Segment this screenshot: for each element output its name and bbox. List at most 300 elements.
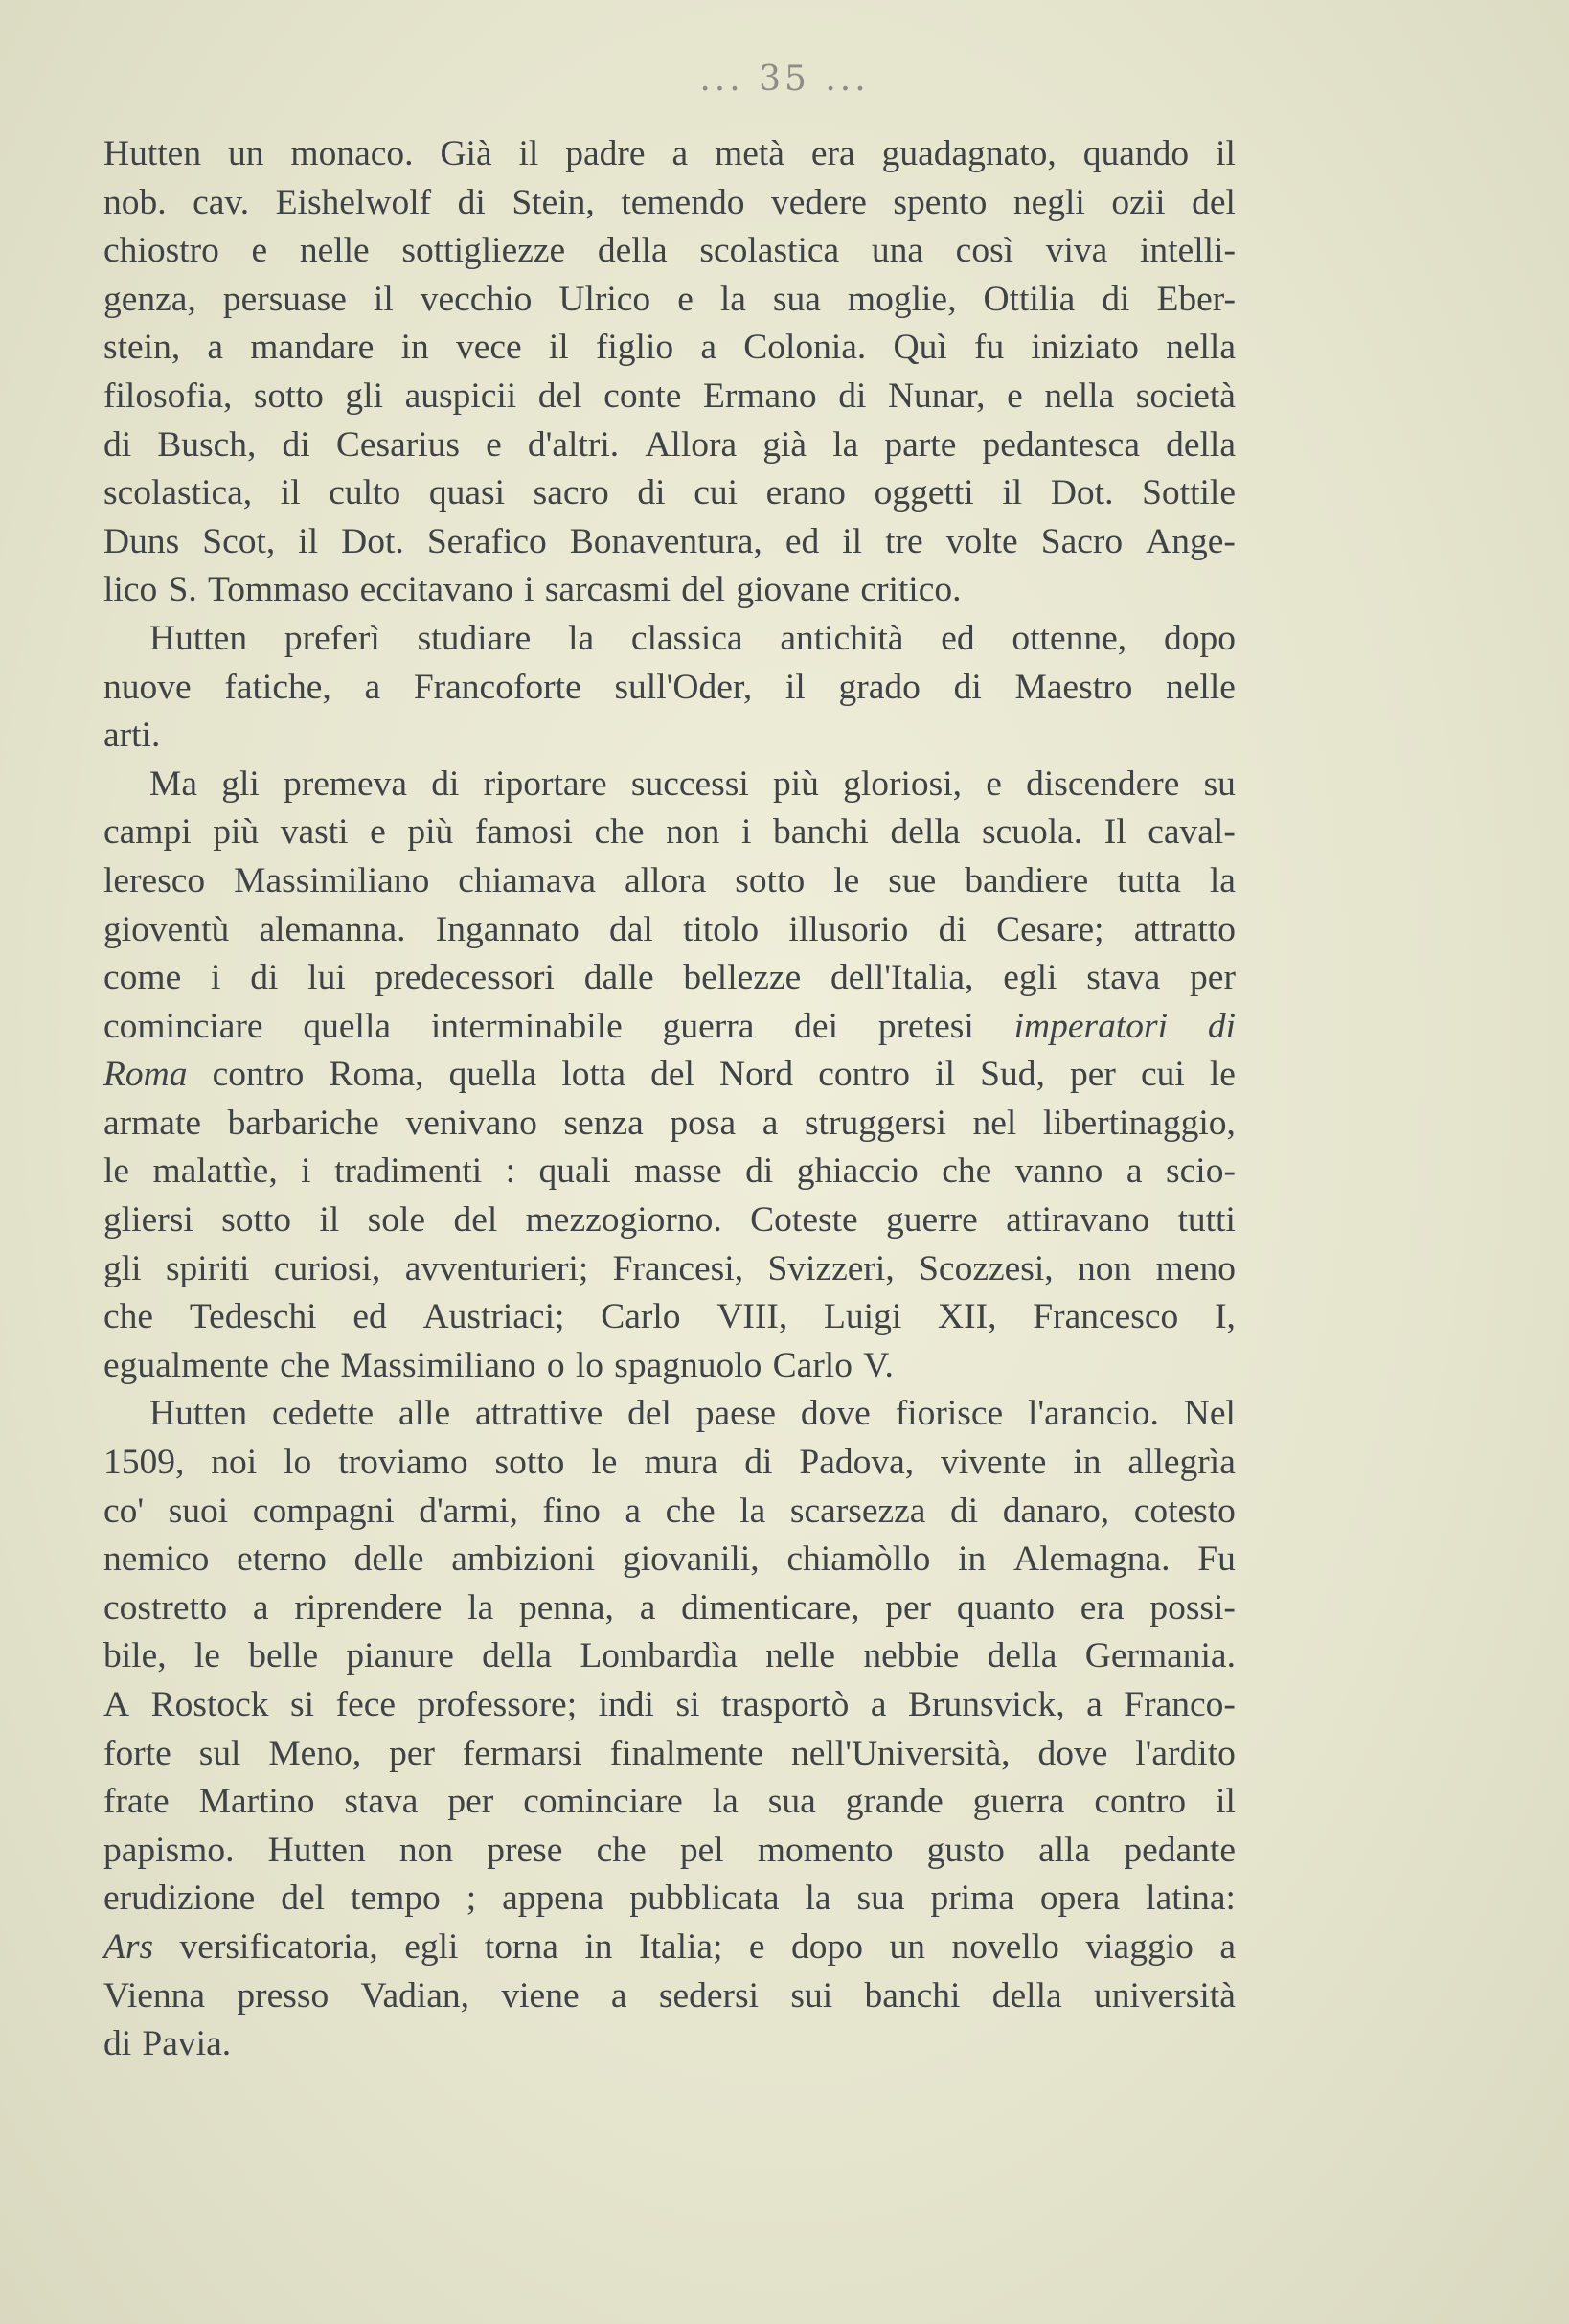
word: grande (845, 1782, 944, 1822)
word: sarcasmi (544, 570, 671, 610)
word: cominciare (523, 1782, 683, 1822)
word: conte (603, 376, 682, 416)
word: viva (1045, 231, 1108, 271)
word: e (677, 279, 694, 319)
word: si (290, 1685, 315, 1724)
word: auspicii (404, 376, 517, 416)
text-line (103, 1148, 1236, 1196)
word: chiamòllo (786, 1539, 931, 1580)
word: le (591, 1443, 618, 1483)
word: intelli- (1140, 231, 1236, 271)
word: scio- (1166, 1151, 1236, 1192)
word: Roma (103, 1055, 188, 1095)
word: lui (307, 958, 346, 998)
text-line (103, 469, 1236, 518)
word: gloriosi, (843, 763, 963, 804)
word: illusorio (788, 909, 909, 949)
word: spagnuolo (614, 1345, 762, 1385)
word: non (398, 1830, 454, 1870)
word: riportare (483, 763, 607, 804)
word: Duns (103, 521, 180, 561)
word: a (364, 667, 381, 707)
word: nella (1044, 376, 1115, 416)
word: possi- (1149, 1587, 1236, 1628)
word: sottigliezze (401, 231, 566, 271)
word: fiorisce (895, 1394, 1004, 1434)
word: erano (765, 473, 846, 513)
text-line (103, 906, 1236, 955)
word: sue (888, 860, 937, 900)
word: Vadian, (360, 1975, 470, 2016)
paragraph (103, 130, 1236, 615)
word: il (842, 521, 863, 561)
word: della (987, 1636, 1057, 1676)
text-line (103, 566, 1236, 615)
word: attrattive (474, 1394, 603, 1434)
word: e (748, 1926, 765, 1967)
word: del (281, 1879, 326, 1919)
word: Francesco (1033, 1297, 1179, 1337)
text-line (103, 1488, 1236, 1537)
text-line (103, 1681, 1236, 1730)
word: gli (103, 1248, 142, 1288)
word: pedantesca (982, 424, 1140, 465)
word: sotto (253, 376, 324, 416)
word: o (546, 1345, 565, 1385)
word: Lombardìa (580, 1636, 738, 1676)
word: dove (800, 1394, 871, 1434)
word: quella (303, 1006, 392, 1046)
word: dei (794, 1006, 838, 1046)
word: forte (103, 1733, 171, 1773)
word: cui (694, 473, 739, 513)
word: parte (884, 424, 957, 465)
word: di (282, 424, 310, 465)
word: eterno (237, 1539, 327, 1580)
word: Busch, (157, 424, 257, 465)
word: sedersi (658, 1975, 760, 2016)
word: dimenticare, (681, 1587, 860, 1628)
word: chiostro (103, 231, 219, 271)
word: oggetti (874, 473, 974, 513)
word: masse (634, 1151, 722, 1192)
word: Francesi, (612, 1248, 744, 1288)
word: studiare (417, 618, 532, 658)
word: il (1216, 1782, 1236, 1822)
word: prima (930, 1879, 1014, 1919)
word: società (1135, 376, 1236, 416)
word: del (681, 570, 726, 610)
word: sull'Oder, (614, 667, 753, 707)
word: Ars (103, 1926, 154, 1967)
word: torna (484, 1926, 558, 1967)
word: guadagnato, (881, 134, 1057, 173)
word: banchi (864, 1975, 961, 2016)
word: in (958, 1539, 987, 1580)
word: sua (767, 1782, 816, 1822)
word: sui (790, 1975, 833, 2016)
text-line (103, 2020, 1236, 2069)
word: I, (1215, 1297, 1236, 1337)
word: Martino (198, 1782, 315, 1822)
word: tutti (1177, 1200, 1236, 1241)
word: premeva (283, 763, 408, 804)
word: alemanna. (259, 909, 406, 949)
word: la (832, 424, 859, 465)
word: volte (945, 521, 1018, 561)
word: Ermano (702, 376, 817, 416)
word: a (671, 134, 689, 173)
word: il (935, 1055, 955, 1095)
word: del (1192, 182, 1236, 222)
word: Scot, (202, 521, 276, 561)
word: Quì (893, 328, 947, 368)
word: la (805, 1879, 831, 1919)
word: Ottilia (983, 279, 1076, 319)
word: scolastica (699, 231, 840, 271)
text-line (103, 1827, 1236, 1876)
word: giovanili, (622, 1539, 760, 1580)
word: a (639, 1587, 656, 1628)
text-line (103, 130, 1236, 179)
word: nelle (1166, 667, 1236, 707)
word: alla (1038, 1830, 1091, 1870)
word: nuove (103, 667, 192, 707)
word: sotto (221, 1200, 292, 1241)
word: nelle (765, 1636, 836, 1676)
word: bandiere (965, 860, 1089, 900)
word: sotto (735, 860, 806, 900)
word: curiosi, (273, 1248, 381, 1288)
text-line (103, 1972, 1236, 2021)
word: che (596, 1830, 647, 1870)
word: su (1203, 763, 1236, 804)
text-line (103, 761, 1236, 809)
word: il (280, 473, 301, 513)
word: chiamava (458, 860, 596, 900)
paragraph (103, 1390, 1236, 2068)
word: posa (670, 1103, 737, 1143)
word: nel (972, 1103, 1017, 1143)
word: Già (440, 134, 492, 173)
text-line (103, 227, 1236, 276)
word: malattìe, (152, 1151, 278, 1192)
word: Coteste (750, 1200, 858, 1241)
word: università (1093, 1975, 1236, 2016)
word: discendere (1026, 763, 1180, 804)
word: nemico (103, 1539, 210, 1580)
body-text (103, 130, 1236, 2069)
word: di (1102, 279, 1130, 319)
word: meno (1155, 1248, 1236, 1288)
word: padre (565, 134, 646, 173)
word: paese (695, 1394, 777, 1434)
word: egualmente (103, 1345, 269, 1385)
word: gli (221, 763, 260, 804)
word: leresco (103, 860, 206, 900)
word: venivano (405, 1103, 537, 1143)
word: pubblicata (629, 1879, 780, 1919)
word: moglie, (847, 279, 957, 319)
word: i (740, 812, 752, 853)
word: della (482, 1636, 553, 1676)
word: a (610, 1975, 627, 2016)
word: di (949, 1491, 979, 1531)
word: Vienna (103, 1975, 206, 2016)
word: ed (352, 1297, 387, 1337)
word: più (772, 763, 819, 804)
word: vecchio (420, 279, 533, 319)
paragraph (103, 761, 1236, 1391)
word: Alemagna. (1013, 1539, 1171, 1580)
text-line (103, 1924, 1236, 1972)
word: per (1190, 958, 1236, 998)
word: Luigi (824, 1297, 902, 1337)
word: nob. (103, 182, 167, 222)
word: a (207, 328, 224, 368)
word: la (467, 1587, 494, 1628)
word: A (103, 1685, 130, 1724)
word: era (1080, 1587, 1125, 1628)
word: Allora (645, 424, 738, 465)
word: Stein, (512, 182, 595, 222)
word: dal (608, 909, 653, 949)
word: giovane (736, 570, 851, 610)
word: pel (679, 1830, 724, 1870)
word: successi (630, 763, 749, 804)
word: contro (818, 1055, 911, 1095)
word: della (991, 1975, 1062, 2016)
word: ghiaccio (796, 1151, 919, 1192)
text-line (103, 1342, 1236, 1391)
word: bellezze (683, 958, 802, 998)
word: Sacro (1040, 521, 1124, 561)
word: spiriti (165, 1248, 250, 1288)
text-line (103, 857, 1236, 906)
word: belle (248, 1636, 319, 1676)
word: Rostock (150, 1685, 269, 1724)
word: : (505, 1151, 516, 1192)
word: del (627, 1394, 671, 1434)
word: guerra (972, 1782, 1065, 1822)
word: egli (404, 1926, 459, 1967)
word: di (431, 763, 460, 804)
word: nebbie (863, 1636, 960, 1676)
text-line (103, 1875, 1236, 1924)
word: per (389, 1733, 435, 1773)
word: bile, (103, 1636, 167, 1676)
word: Eber- (1156, 279, 1236, 319)
word: vanno (1014, 1151, 1103, 1192)
word: a (870, 1685, 887, 1724)
word: del (453, 1200, 498, 1241)
word: campi (103, 812, 192, 853)
word: suoi (168, 1491, 229, 1531)
word: sacro (533, 473, 609, 513)
word: mura (644, 1443, 718, 1483)
word: S. (168, 570, 197, 610)
word: fino (542, 1491, 601, 1531)
word: co' (103, 1491, 145, 1531)
word: ozii (1111, 182, 1166, 222)
word: pedante (1124, 1830, 1236, 1870)
word: il (548, 328, 569, 368)
word: e (486, 424, 502, 465)
word: l'arancio. (1028, 1394, 1159, 1434)
word: grado (838, 667, 921, 707)
word: Tedeschi (189, 1297, 317, 1337)
word: cui (1140, 1055, 1185, 1095)
word: guerra (662, 1006, 755, 1046)
word: libertinaggio, (1042, 1103, 1236, 1143)
word: attiravano (1006, 1200, 1150, 1241)
word: di (250, 958, 279, 998)
word: in (400, 328, 429, 368)
word: gusto (926, 1830, 1005, 1870)
text-line (103, 954, 1236, 1003)
word: del (537, 376, 582, 416)
word: di (103, 424, 132, 465)
word: erudizione (103, 1879, 256, 1919)
word: Nord (719, 1055, 794, 1095)
word: per (1069, 1055, 1116, 1095)
text-line (103, 1439, 1236, 1488)
word: Sottile (1142, 473, 1236, 513)
word: latina: (1146, 1879, 1236, 1919)
word: interminabile (430, 1006, 623, 1046)
word: nell'Università, (790, 1733, 1011, 1773)
word: Bonaventura, (569, 521, 762, 561)
word: la (739, 1491, 766, 1531)
text-line (103, 664, 1236, 713)
word: finalmente (609, 1733, 764, 1773)
word: Dot. (341, 521, 404, 561)
text-line (103, 1584, 1236, 1633)
word: Nel (1183, 1394, 1236, 1434)
word: momento (757, 1830, 894, 1870)
word: del (650, 1055, 694, 1095)
text-line (103, 179, 1236, 228)
text-line (103, 1051, 1236, 1100)
word: eccitavano (359, 570, 513, 610)
word: scuola. (981, 812, 1083, 853)
word: classica (630, 618, 743, 658)
word: Hutten (149, 1394, 248, 1434)
word: ed (941, 618, 975, 658)
text-line (103, 1196, 1236, 1245)
word: fu (973, 328, 1005, 368)
word: l'ardito (1135, 1733, 1236, 1773)
word: Nunar, (887, 376, 986, 416)
page-number: ... 35 ... (699, 59, 870, 99)
word: tre (885, 521, 923, 561)
word: la (712, 1782, 739, 1822)
word: nelle (299, 231, 370, 271)
word: in (1073, 1443, 1102, 1483)
word: VIII, (716, 1297, 788, 1337)
word: Dot. (1050, 473, 1114, 513)
word: tempo (351, 1879, 441, 1919)
word: egli (1003, 958, 1057, 998)
word: indi (598, 1685, 654, 1724)
word: Carlo (601, 1297, 681, 1337)
word: la (719, 279, 746, 319)
word: gioventù (103, 909, 230, 949)
word: armate (103, 1103, 202, 1143)
word: lico (103, 570, 158, 610)
word: prese (487, 1830, 563, 1870)
word: Scozzesi, (919, 1248, 1054, 1288)
word: monaco. (290, 134, 414, 173)
word: e (986, 763, 1002, 804)
word: Italia; (639, 1926, 723, 1967)
word: di (103, 2024, 132, 2064)
word: di (637, 473, 666, 513)
word: Ma (149, 763, 197, 804)
word: vece (455, 328, 522, 368)
word: cav. (193, 182, 250, 222)
text-line (103, 324, 1236, 373)
word: stava (1086, 958, 1161, 998)
text-line (103, 615, 1236, 664)
word: lo (284, 1443, 312, 1483)
word: per (447, 1782, 494, 1822)
word: Brunsvick, (908, 1685, 1065, 1724)
word: il (1216, 134, 1236, 173)
word: Cesarius (335, 424, 460, 465)
word: Hutten (267, 1830, 366, 1870)
word: Pavia. (142, 2024, 232, 2064)
word: Eishelwolf (275, 182, 432, 222)
word: genza, (103, 279, 196, 319)
word: a (1219, 1926, 1236, 1967)
word: della (890, 812, 961, 853)
text-line (103, 276, 1236, 325)
word: quella (448, 1055, 537, 1095)
word: viaggio (1085, 1926, 1194, 1967)
word: Maestro (1014, 667, 1133, 707)
word: professore; (417, 1685, 578, 1724)
word: che (280, 1345, 330, 1385)
paragraph (103, 615, 1236, 761)
word: barbariche (227, 1103, 379, 1143)
word: iniziato (1031, 328, 1139, 368)
word: Massimiliano (340, 1345, 536, 1385)
text-line (103, 373, 1236, 422)
word: le (193, 1636, 220, 1676)
word: pianure (346, 1636, 454, 1676)
word: attratto (1133, 909, 1236, 949)
word: cominciare (103, 1006, 263, 1046)
word: culto (329, 473, 401, 513)
word: a (700, 328, 716, 368)
word: era (810, 134, 855, 173)
word: figlio (595, 328, 674, 368)
word: guerre (886, 1200, 978, 1241)
word: compagni (252, 1491, 395, 1531)
word: vedere (770, 182, 867, 222)
word: i (301, 1151, 311, 1192)
word: lotta (561, 1055, 625, 1095)
word: allora (624, 860, 707, 900)
word: a (252, 1587, 269, 1628)
word: a (1126, 1151, 1143, 1192)
word: si (675, 1685, 700, 1724)
word: noi (211, 1443, 258, 1483)
word: di (744, 1443, 773, 1483)
word: dalle (583, 958, 654, 998)
word: d'armi, (419, 1491, 518, 1531)
